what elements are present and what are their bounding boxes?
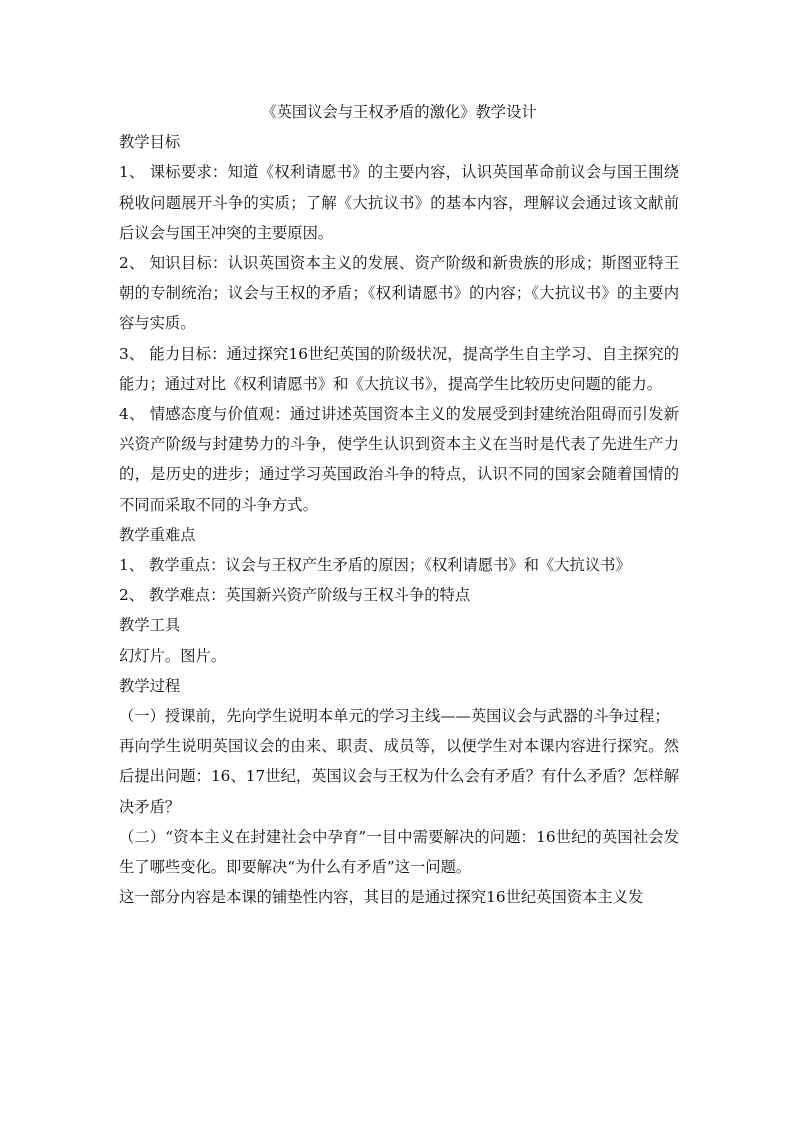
process-paragraph-4: 这一部分内容是本课的铺垫性内容，其目的是通过探究16世纪英国资本主义发 bbox=[119, 888, 644, 907]
objective-item-3: 3、 能力目标：通过探究16世纪英国的阶级状况，提高学生自主学习、自主探究的能力；通过对比《权利请愿书》和《大抗议书》，提高学生比较历史问题的能力。 bbox=[119, 344, 679, 393]
section-heading-key-points: 教学重难点 bbox=[119, 525, 196, 544]
tools-text: 幻灯片。图片。 bbox=[119, 646, 227, 665]
section-heading-objectives: 教学目标 bbox=[119, 133, 181, 152]
section-heading-process: 教学过程 bbox=[119, 676, 181, 695]
document-body bbox=[119, 97, 679, 912]
process-paragraph-3: （二）“资本主义在封建社会中孕育”一目中需要解决的问题：16世纪的英国社会发生了哪些变化。即要解决“为什么有矛盾”这一问题。 bbox=[119, 827, 679, 877]
key-point-item-1: 1、 教学重点：议会与王权产生矛盾的原因；《权利请愿书》和《大抗议书》 bbox=[119, 556, 631, 575]
key-point-item-2: 2、 教学难点：英国新兴资产阶级与王权斗争的特点 bbox=[119, 586, 471, 605]
process-paragraph-2: 再向学生说明英国议会的由来、职责、成员等，以便学生对本课内容进行探究。然后提出问题：16、17世纪，英国议会与王权为什么会有矛盾？有什么矛盾？怎样解决矛盾？ bbox=[119, 737, 679, 816]
objective-item-1: 1、 课标要求：知道《权利请愿书》的主要内容，认识英国革命前议会与国王围绕税收问题展开斗争的实质；了解《大抗议书》的基本内容，理解议会通过该文献前后议会与国王冲突的主要原因。 bbox=[119, 163, 679, 242]
section-heading-tools: 教学工具 bbox=[119, 616, 181, 635]
objective-item-2: 2、 知识目标：认识英国资本主义的发展、资产阶级和新贵族的形成；斯图亚特王朝的专制统治；议会与王权的矛盾；《权利请愿书》的内容；《大抗议书》的主要内容与实质。 bbox=[119, 254, 679, 333]
document-title: 《英国议会与王权矛盾的激化》教学设计 bbox=[261, 103, 537, 121]
process-paragraph-1: （一）授课前，先向学生说明本单元的学习主线——英国议会与武器的斗争过程； bbox=[119, 707, 670, 726]
objective-item-4: 4、 情感态度与价值观：通过讲述英国资本主义的发展受到封建统治阻碍而引发新兴资产阶级与封建势力的斗争，使学生认识到资本主义在当时是代表了先进生产力的，是历史的进步；通过学习英国政治斗争的特点，认识不同的国家会随着国情的不同而采取不同的斗争方式。 bbox=[119, 405, 679, 514]
